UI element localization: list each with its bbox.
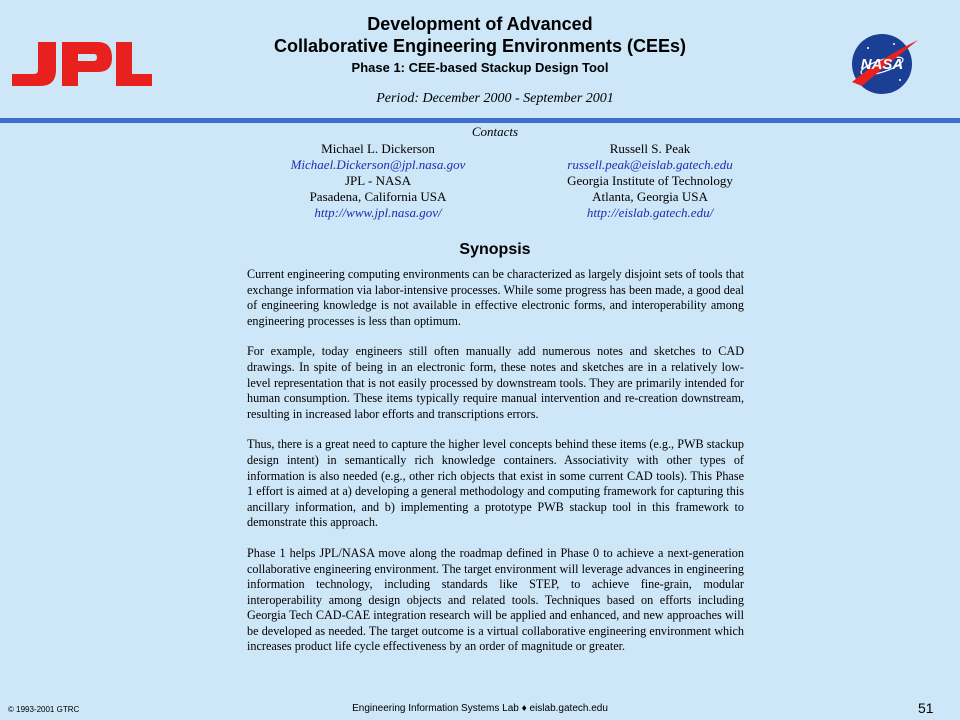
synopsis-heading: Synopsis [459, 241, 531, 258]
contact-left [238, 141, 518, 221]
period: Period: December 2000 - September 2001 [376, 91, 614, 106]
synopsis-paragraph: Phase 1 helps JPL/NASA move along the roadmap defined in Phase 0 to achieve a next-generation collaborative engineering environment. The target environment will leverage advances in engineering information technology, including standards like STEP, to achieve fine-grain, modular interoperability among design objects and related tools. Techniques based on efforts including Georgia Tech CAD-CAE integration research will be applied and enhanced, and new approaches will be developed as needed. The target outcome is a virtual collaborative engineering environment which increases product life cycle effectiveness by an order of magnitude or greater. [247, 545, 744, 654]
footer-lab: Engineering Information Systems Lab ♦ eislab.gatech.edu [352, 703, 608, 714]
contact-org: JPL - NASA [345, 173, 411, 188]
contact-email-link[interactable]: Michael.Dickerson@jpl.nasa.gov [290, 157, 466, 172]
synopsis-paragraph: For example, today engineers still often manually add numerous notes and sketches to CAD drawings. In spite of being in an electronic form, these notes and sketches are in a relatively low-level representation that is not easily processed by downstream tools. They are primarily intended for human consumption. These items typically require manual intervention and re-creation downstream, resulting in increased labor efforts and transcriptions errors. [247, 344, 744, 421]
synopsis-paragraph: Current engineering computing environments can be characterized as largely disjoint sets of tools that exchange information via labor-intensive processes. While some progress has been made, a good deal of engineering knowledge is not available in effective electronic forms, and interoperability among engineering processes is less than optimum. [247, 267, 744, 328]
synopsis-paragraph: Thus, there is a great need to capture the higher level concepts behind these items (e.g., PWB stackup design intent) in semantically rich knowledge containers. Associativity with other types of information is also needed (e.g., other rich objects that exist in some current CAD tools). This Phase 1 effort is aimed at a) developing a general methodology and computing framework for capturing this ancillary information, and b) implementing a prototype PWB stackup tool in this framework to demonstrate this approach. [247, 437, 744, 530]
contact-url-link[interactable]: http://www.jpl.nasa.gov/ [314, 205, 442, 220]
contact-name: Russell S. Peak [609, 141, 691, 156]
contacts-heading: Contacts [471, 124, 519, 139]
contact-name: Michael L. Dickerson [321, 141, 435, 156]
contact-url-link[interactable]: http://eislab.gatech.edu/ [586, 205, 714, 220]
nasa-logo-text: NASA [860, 56, 904, 73]
synopsis-body [247, 267, 744, 670]
contact-location: Atlanta, Georgia USA [592, 189, 708, 204]
header-divider [0, 118, 960, 123]
page-number: 51 [918, 700, 934, 716]
title-line-1: Development of Advanced [367, 14, 593, 34]
jpl-logo [10, 40, 152, 88]
footer-copyright: © 1993-2001 GTRC [8, 705, 80, 714]
contact-right [510, 141, 790, 221]
title-line-2: Collaborative Engineering Environments (CEEs) [273, 36, 687, 56]
title-line-3: Phase 1: CEE-based Stackup Design Tool [351, 60, 609, 75]
contact-location: Pasadena, California USA [309, 189, 447, 204]
contact-org: Georgia Institute of Technology [567, 173, 733, 188]
nasa-logo [848, 30, 920, 96]
contact-email-link[interactable]: russell.peak@eislab.gatech.edu [567, 157, 733, 172]
